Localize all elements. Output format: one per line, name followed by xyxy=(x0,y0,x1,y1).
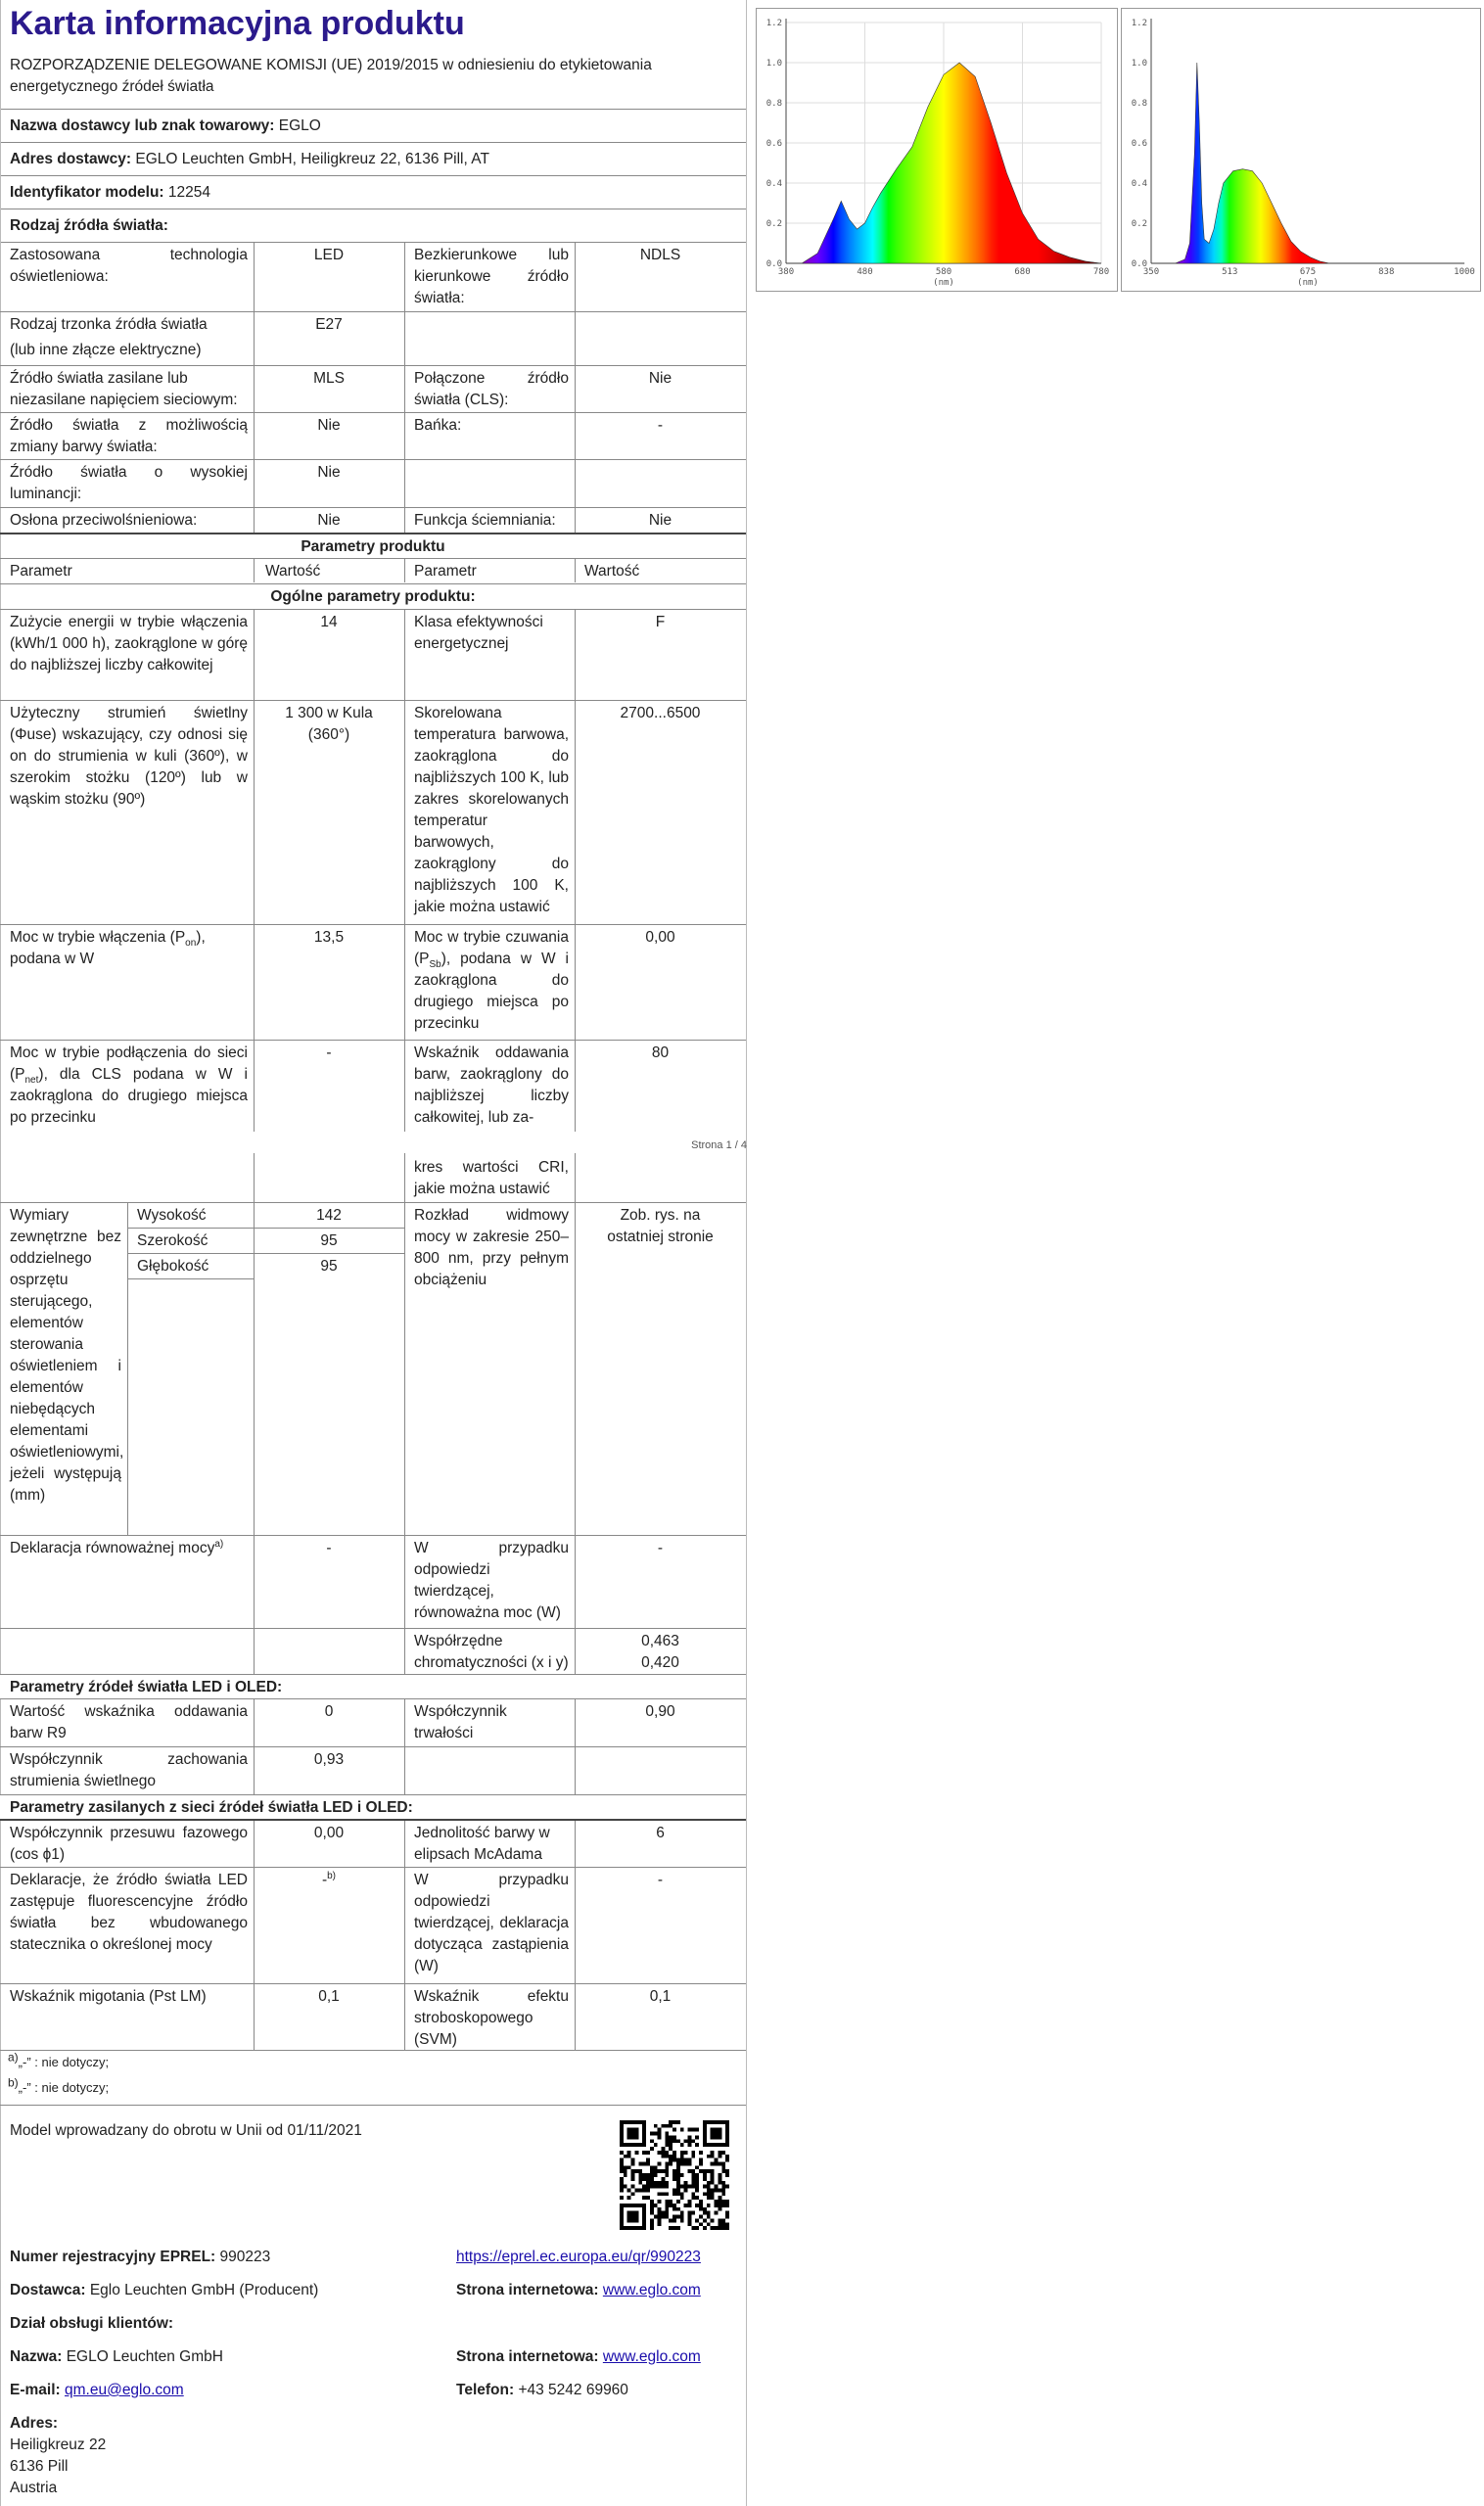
y-tick-label: 1.2 xyxy=(1131,19,1147,28)
y-tick-label: 1.0 xyxy=(1131,59,1147,69)
footnote-a-mark: a) xyxy=(8,2050,19,2065)
maintenance-label: Współczynnik zachowania strumienia świetlnego xyxy=(10,1751,248,1789)
supplier-value: EGLO xyxy=(278,117,321,134)
x-tick-label: 580 xyxy=(935,267,952,277)
email-row xyxy=(0,2378,450,2401)
model-value: 12254 xyxy=(167,184,211,201)
ndls-label: Bezkierunkowe lub kierunkowe źródło światła: xyxy=(414,247,569,306)
psb-sub: Sb xyxy=(429,959,441,971)
regulation-text: ROZPORZĄDZENIE DELEGOWANE KOMISJI (UE) 2019/2015 w odniesieniu do etykietowania energetycznego źródeł światła xyxy=(10,57,652,95)
flicker-value: 0,1 xyxy=(318,1988,340,2005)
depth-value: 95 xyxy=(320,1258,338,1275)
pnet-label-b: ), dla CLS podana w W i zaokrąglona do drugiego miejsca po przecinku xyxy=(10,1066,248,1126)
stroboscopic-label: Wskaźnik efektu stroboskopowego (SVM) xyxy=(414,1988,569,2048)
equivalent-watts-label: W przypadku odpowiedzi twierdzącej, równoważna moc (W) xyxy=(414,1540,569,1621)
eprel-value: 990223 xyxy=(219,2249,271,2265)
dimming-value: Nie xyxy=(648,512,672,529)
cri-label-part1: Wskaźnik oddawania barw, zaokrąglony do najbliższej liczby całkowitej, lub za- xyxy=(414,1044,569,1126)
footnote-b-mark: b) xyxy=(8,2075,19,2090)
y-tick-label: 0.4 xyxy=(1131,179,1147,189)
mains-value: MLS xyxy=(313,370,345,387)
website-row xyxy=(446,2278,746,2301)
stroboscopic-value: 0,1 xyxy=(649,1988,672,2005)
supplier-label: Nazwa dostawcy lub znak towarowy: xyxy=(10,117,275,134)
equivalent-power-value: - xyxy=(326,1540,332,1556)
energy-class-value: F xyxy=(655,614,666,630)
on-mode-power-label xyxy=(0,925,254,970)
chromaticity-label: Współrzędne chromatyczności (x i y) xyxy=(414,1633,569,1671)
fluorescent-label: Deklaracje, że źródło światła LED zastępuje fluorescencyjne źródło światła bez wbudowanego statecznika o określonej mocy xyxy=(10,1872,248,1953)
qr-code[interactable] xyxy=(620,2120,729,2230)
col-header-param-1: Parametr xyxy=(10,563,72,580)
bulb-value: - xyxy=(657,417,664,434)
chroma-x: 0,463 xyxy=(641,1633,679,1649)
model-row xyxy=(0,176,744,208)
survival-label: Współczynnik trwałości xyxy=(414,1703,507,1741)
product-params-heading: Parametry produktu xyxy=(301,538,445,555)
x-tick-label: 350 xyxy=(1142,267,1160,277)
glare-value: Nie xyxy=(317,512,341,529)
tunable-value: Nie xyxy=(317,417,341,434)
network-power-value: - xyxy=(326,1044,332,1061)
equiv-label-text: Deklaracja równoważnej mocy xyxy=(10,1540,215,1556)
mains-label: Źródło światła zasilane lub niezasilane napięciem sieciowym: xyxy=(10,370,238,408)
y-tick-label: 0.8 xyxy=(1131,99,1147,109)
customer-service-heading: Dział obsługi klientów: xyxy=(10,2315,174,2332)
website-label: Strona internetowa: xyxy=(456,2282,599,2298)
height-label: Wysokość xyxy=(137,1207,207,1224)
model-label: Identyfikator modelu: xyxy=(10,184,164,201)
cls-label: Połączone źródło światła (CLS): xyxy=(414,370,569,408)
survival-value: 0,90 xyxy=(645,1703,675,1720)
mains-led-params-heading: Parametry zasilanych z sieci źródeł światła LED i OLED: xyxy=(0,1795,746,1819)
r9-label: Wartość wskaźnika oddawania barw R9 xyxy=(10,1703,248,1741)
dimming-label: Funkcja ściemniania: xyxy=(414,512,556,529)
on-mode-power-value: 13,5 xyxy=(313,929,345,946)
macadam-value: 6 xyxy=(656,1825,665,1841)
cap-label xyxy=(0,312,254,361)
spd-value: Zob. rys. na ostatniej stronie xyxy=(607,1207,714,1245)
x-tick-label: 480 xyxy=(857,267,873,277)
address-value: EGLO Leuchten GmbH, Heiligkreuz 22, 6136 Pill, AT xyxy=(135,151,489,167)
y-tick-label: 0.8 xyxy=(765,99,782,109)
footnote-b-text: „-” : nie dotyczy; xyxy=(18,2080,110,2095)
website-link[interactable]: www.eglo.com xyxy=(602,2282,701,2298)
cap-label-line1: Rodzaj trzonka źródła światła xyxy=(10,316,208,333)
email-label: E-mail: xyxy=(10,2382,61,2398)
standby-power-value: 0,00 xyxy=(645,929,675,946)
ndls-value: NDLS xyxy=(639,247,681,263)
col-header-param-2: Parametr xyxy=(414,563,477,580)
fluorescent-watts-value: - xyxy=(657,1872,664,1888)
y-tick-label: 0.0 xyxy=(765,259,782,269)
website2-label: Strona internetowa: xyxy=(456,2348,599,2365)
address-line2: 6136 Pill xyxy=(10,2458,69,2475)
energy-class-label: Klasa efektywności energetycznej xyxy=(414,614,543,652)
eprel-link[interactable]: https://eprel.ec.europa.eu/qr/990223 xyxy=(456,2249,701,2265)
website2-row xyxy=(446,2344,746,2368)
flux-label: Użyteczny strumień świetlny (Φuse) wskazujący, czy odnosi się on do strumienia w kuli (360º), w szerokim stożku (120º) lub w wąskim stożku (90º) xyxy=(10,705,248,808)
flux-value: 1 300 w Kula (360°) xyxy=(285,705,373,743)
page-number: Strona 1 / 4 xyxy=(691,1139,747,1151)
led-params-heading: Parametry źródeł światła LED i OLED: xyxy=(0,1675,746,1698)
service-name-label: Nazwa: xyxy=(10,2348,63,2365)
r9-value: 0 xyxy=(324,1703,334,1720)
psb-label-b: ), podana w W i zaokrąglona do drugiego miejsca po przecinku xyxy=(414,951,569,1032)
spectrum-chart-2-svg xyxy=(1122,9,1480,291)
power-factor-value: 0,00 xyxy=(313,1825,345,1841)
pnet-label-a: Moc w trybie podłączenia do sieci (P xyxy=(10,1044,248,1083)
phone-value: +43 5242 69960 xyxy=(518,2382,628,2398)
col-header-value-1: Wartość xyxy=(265,563,321,580)
footnote-a xyxy=(8,2050,110,2071)
x-tick-label: 838 xyxy=(1378,267,1395,277)
tunable-label: Źródło światła z możliwością zmiany barwy światła: xyxy=(10,417,248,455)
spd-label: Rozkład widmowy mocy w zakresie 250–800 nm, przy pełnym obciążeniu xyxy=(414,1207,569,1288)
cct-value: 2700...6500 xyxy=(620,705,701,721)
pon-label-b: ), podana w W xyxy=(10,929,206,967)
x-tick-label: 675 xyxy=(1299,267,1317,277)
y-tick-label: 1.0 xyxy=(765,59,782,69)
chroma-y: 0,420 xyxy=(641,1654,679,1671)
macadam-label: Jednolitość barwy w elipsach McAdama xyxy=(414,1825,550,1863)
width-label: Szerokość xyxy=(137,1232,209,1249)
x-axis-label: (nm) xyxy=(1297,278,1319,288)
address-line3: Austria xyxy=(10,2480,58,2496)
x-axis-label: (nm) xyxy=(933,278,954,288)
power-factor-label: Współczynnik przesuwu fazowego (cos ϕ1) xyxy=(10,1825,248,1863)
x-tick-label: 780 xyxy=(1092,267,1110,277)
y-tick-label: 0.6 xyxy=(765,139,782,149)
eprel-link-cell xyxy=(446,2245,746,2268)
energy-label: Zużycie energii w trybie włączenia (kWh/1 000 h), zaokrąglone w górę do najbliższej liczby całkowitej xyxy=(10,614,248,673)
cri-value: 80 xyxy=(651,1044,670,1061)
spectrum-area xyxy=(1151,63,1464,263)
y-tick-label: 0.2 xyxy=(765,219,782,229)
maintenance-value: 0,93 xyxy=(313,1751,345,1768)
y-tick-label: 0.6 xyxy=(1131,139,1147,149)
spectrum-chart-1-svg xyxy=(757,9,1117,291)
cri-label-part2: kres wartości CRI, jakie można ustawić xyxy=(414,1159,569,1197)
chromaticity-value xyxy=(575,1629,746,1674)
col-header-value-2: Wartość xyxy=(584,563,640,580)
source-type-heading: Rodzaj źródła światła: xyxy=(10,217,168,234)
footer-supplier-label: Dostawca: xyxy=(10,2282,86,2298)
phone-label: Telefon: xyxy=(456,2382,515,2398)
y-tick-label: 0.4 xyxy=(765,179,782,189)
fluorescent-value xyxy=(254,1868,404,1891)
service-name-value: EGLO Leuchten GmbH xyxy=(66,2348,223,2365)
website2-link[interactable]: www.eglo.com xyxy=(602,2348,701,2365)
pon-label-a: Moc w trybie włączenia (P xyxy=(10,929,186,946)
cap-value: E27 xyxy=(315,316,343,333)
equiv-sup: a) xyxy=(214,1538,224,1550)
y-tick-label: 0.2 xyxy=(1131,219,1147,229)
network-power-label xyxy=(0,1041,254,1129)
dimensions-label: Wymiary zewnętrzne bez oddzielnego osprzętu sterującego, elementów sterowania oświetleniem i elementów niebędących elementami oświetleniowymi, jeżeli występują (mm) xyxy=(10,1207,124,1504)
equivalent-power-label xyxy=(0,1536,254,1559)
x-tick-label: 380 xyxy=(777,267,795,277)
x-tick-label: 513 xyxy=(1222,267,1238,277)
phone-row xyxy=(446,2378,746,2401)
tech-value: LED xyxy=(313,247,345,263)
high-luminance-value: Nie xyxy=(317,464,341,481)
bulb-label: Bańka: xyxy=(414,417,462,434)
email-link[interactable]: qm.eu@eglo.com xyxy=(65,2382,184,2398)
x-tick-label: 1000 xyxy=(1454,267,1475,277)
address-block xyxy=(0,2411,450,2499)
model-intro: Model wprowadzany do obrotu w Unii od 01/11/2021 xyxy=(10,2122,362,2139)
y-tick-label: 1.2 xyxy=(765,19,782,28)
supplier-row xyxy=(0,110,744,141)
tech-label: Zastosowana technologia oświetleniowa: xyxy=(10,247,248,285)
address-label: Adres dostawcy: xyxy=(10,151,132,167)
spectrum-chart-2 xyxy=(1121,8,1481,292)
equivalent-watts-value: - xyxy=(657,1540,664,1556)
fluor-value-text: - xyxy=(321,1872,328,1888)
energy-value: 14 xyxy=(320,614,338,630)
address-row xyxy=(0,143,744,174)
psb-label-a: Moc w trybie czuwania (P xyxy=(414,929,569,967)
footer-supplier-value: Eglo Leuchten GmbH (Producent) xyxy=(89,2282,319,2298)
high-luminance-label: Źródło światła o wysokiej luminancji: xyxy=(10,464,248,502)
footnote-b xyxy=(8,2075,110,2097)
pnet-sub: net xyxy=(24,1075,39,1087)
depth-label: Głębokość xyxy=(137,1258,209,1275)
service-name-row xyxy=(0,2344,450,2368)
cct-label: Skorelowana temperatura barwowa, zaokrąglona do najbliższych 100 K, lub zakres skorelowanych temperatur barwowych, zaokrąglony do najbliższych 100 K, jakie można ustawić xyxy=(414,705,569,915)
standby-power-label xyxy=(404,925,575,1035)
spectrum-chart-1 xyxy=(756,8,1118,292)
cap-label-line2: (lub inne złącze elektryczne) xyxy=(10,342,202,358)
footnote-a-text: „-” : nie dotyczy; xyxy=(18,2055,110,2069)
address-line1: Heiligkreuz 22 xyxy=(10,2436,107,2453)
supplier-footer-row xyxy=(0,2278,450,2301)
fluor-sup: b) xyxy=(327,1870,337,1881)
eprel-row xyxy=(0,2245,450,2268)
height-value: 142 xyxy=(316,1207,342,1224)
flicker-label: Wskaźnik migotania (Pst LM) xyxy=(10,1988,207,2005)
page-title: Karta informacyjna produktu xyxy=(10,5,465,42)
spectrum-area xyxy=(786,63,1101,263)
footer-address-label: Adres: xyxy=(10,2415,59,2432)
eprel-label: Numer rejestracyjny EPREL: xyxy=(10,2249,216,2265)
pon-sub: on xyxy=(185,938,197,950)
width-value: 95 xyxy=(320,1232,338,1249)
x-tick-label: 680 xyxy=(1014,267,1031,277)
general-params-heading: Ogólne parametry produktu: xyxy=(270,588,476,605)
cls-value: Nie xyxy=(648,370,672,387)
fluorescent-watts-label: W przypadku odpowiedzi twierdzącej, deklaracja dotycząca zastąpienia (W) xyxy=(414,1872,569,1974)
glare-label: Osłona przeciwolśnieniowa: xyxy=(10,512,198,529)
y-tick-label: 0.0 xyxy=(1131,259,1147,269)
